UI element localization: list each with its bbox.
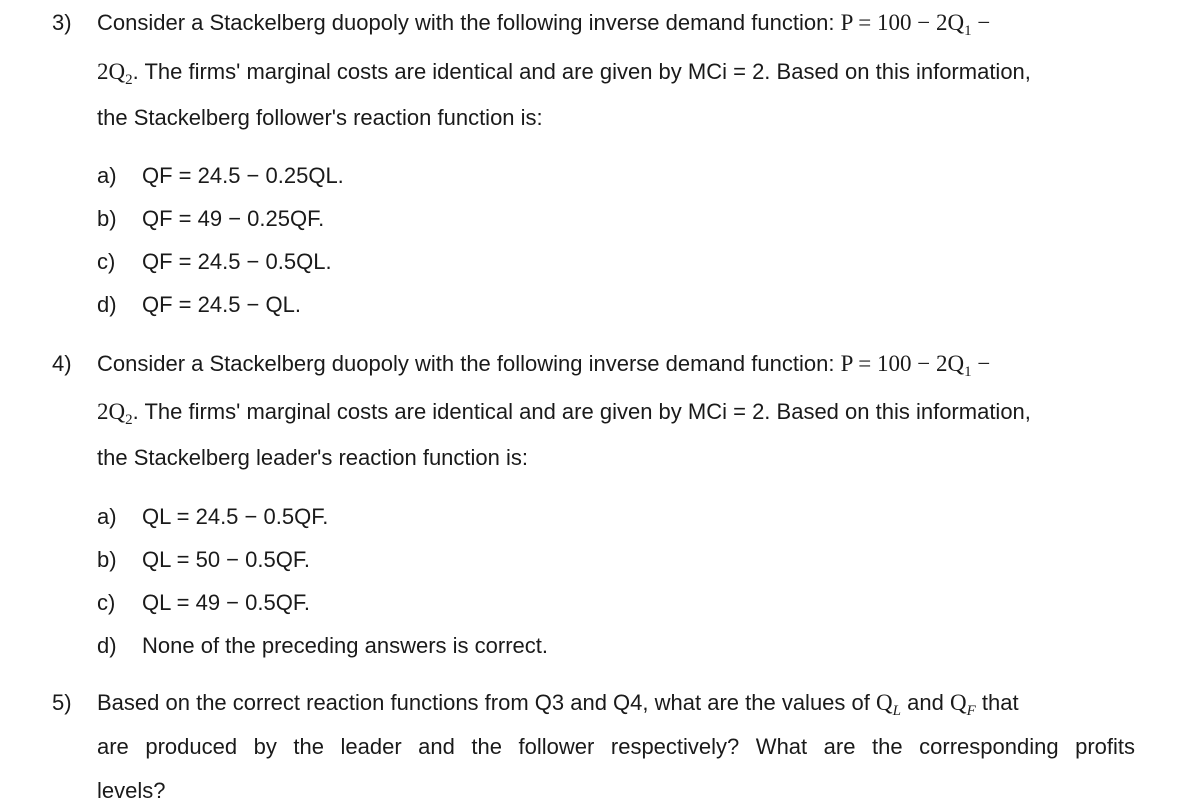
- option-text: QF = 49 − 0.25QF.: [142, 206, 325, 231]
- option-label: b): [97, 547, 117, 572]
- question-number: 4): [52, 351, 72, 376]
- option-label: a): [97, 504, 117, 529]
- question-text-line: [97, 8, 990, 41]
- option-text: QF = 24.5 − QL.: [142, 292, 301, 317]
- question-text: Based on the correct reaction functions from Q3 and Q4, what are the values of: [97, 690, 870, 715]
- question-text-line: [97, 397, 1031, 430]
- follower-quantity-symbol: $Q_F$: [949, 690, 976, 719]
- question-text-line: levels?: [97, 778, 166, 803]
- question-text: that: [981, 690, 1019, 715]
- question-text-line: [97, 349, 990, 382]
- demand-equation-cont: $2Q_2$: [97, 59, 133, 88]
- option-label: a): [97, 163, 117, 188]
- question-text: Consider a Stackelberg duopoly with the following inverse demand function:: [97, 10, 835, 35]
- option-label: b): [97, 206, 117, 231]
- option-text: QL = 49 − 0.5QF.: [142, 590, 310, 615]
- demand-equation: $P = 100 - 2Q_1$ −: [840, 10, 991, 39]
- option-text: QF = 24.5 − 0.25QL.: [142, 163, 344, 188]
- question-text-line: the Stackelberg leader's reaction function is:: [97, 445, 528, 470]
- option-label: d): [97, 633, 117, 658]
- option-text: None of the preceding answers is correct.: [142, 633, 548, 658]
- question-text-line: are produced by the leader and the follower respectively? What are the corresponding profits: [97, 734, 1135, 759]
- option-label: c): [97, 249, 116, 274]
- question-text-line: [97, 688, 1019, 721]
- question-text-line: the Stackelberg follower's reaction function is:: [97, 105, 543, 130]
- question-number: 5): [52, 690, 72, 715]
- option-text: QF = 24.5 − 0.5QL.: [142, 249, 332, 274]
- question-text: . The firms' marginal costs are identical and are given by MCi = 2. Based on this information,: [132, 399, 1031, 424]
- question-number: 3): [52, 10, 72, 35]
- question-text: Consider a Stackelberg duopoly with the following inverse demand function:: [97, 351, 835, 376]
- option-text: QL = 50 − 0.5QF.: [142, 547, 310, 572]
- option-label: c): [97, 590, 116, 615]
- question-text: and: [907, 690, 944, 715]
- option-text: QL = 24.5 − 0.5QF.: [142, 504, 329, 529]
- option-label: d): [97, 292, 117, 317]
- leader-quantity-symbol: $Q_L$: [876, 690, 901, 719]
- question-text: . The firms' marginal costs are identical and are given by MCi = 2. Based on this information,: [132, 59, 1031, 84]
- demand-equation-cont: $2Q_2$: [97, 399, 133, 428]
- question-text-line: [97, 57, 1031, 90]
- demand-equation: $P = 100 - 2Q_1$ −: [840, 351, 991, 380]
